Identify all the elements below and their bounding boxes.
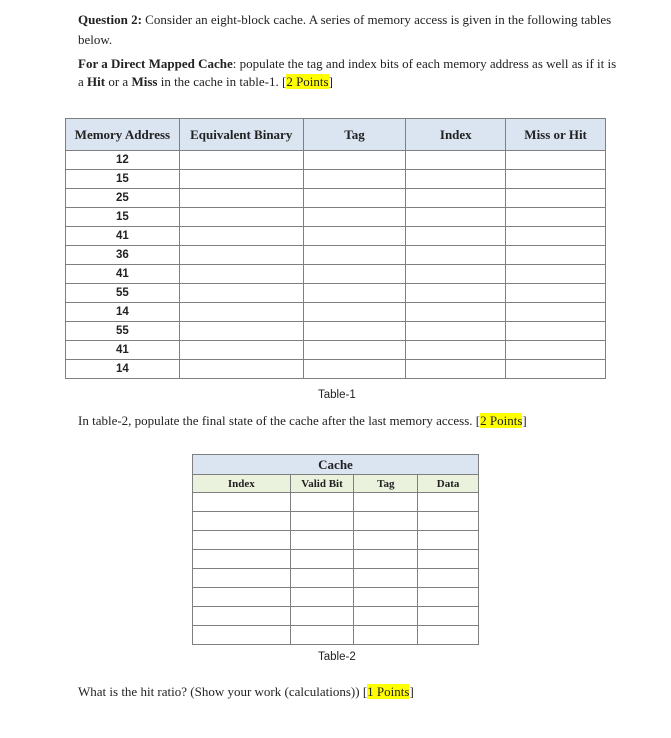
instruction-text: ] (328, 74, 333, 89)
index-cell[interactable] (406, 208, 506, 227)
direct-mapped-instructions (78, 55, 618, 91)
data-cell[interactable] (418, 588, 479, 607)
table-row (66, 341, 606, 360)
memory-address-cell: 55 (66, 322, 180, 341)
table-row (193, 569, 479, 588)
table-row (66, 246, 606, 265)
index-cell[interactable] (193, 569, 291, 588)
valid-bit-cell[interactable] (290, 607, 354, 626)
column-header-tag: Tag (303, 119, 406, 151)
column-header-miss-or-hit: Miss or Hit (506, 119, 606, 151)
miss-or-hit-cell[interactable] (506, 189, 606, 208)
instruction-text: What is the hit ratio? (Show your work (calculations)) [ (78, 684, 368, 699)
tag-cell[interactable] (303, 265, 406, 284)
miss-word: Miss (131, 74, 158, 89)
index-cell[interactable] (406, 341, 506, 360)
tag-cell[interactable] (354, 569, 418, 588)
column-header-memory-address: Memory Address (66, 119, 180, 151)
data-cell[interactable] (418, 550, 479, 569)
question-label: Question 2: (78, 12, 142, 27)
binary-cell[interactable] (179, 227, 303, 246)
tag-cell[interactable] (303, 246, 406, 265)
table-row (193, 607, 479, 626)
points-badge: 2 Points (286, 74, 329, 89)
tag-cell[interactable] (303, 189, 406, 208)
miss-or-hit-cell[interactable] (506, 151, 606, 170)
miss-or-hit-cell[interactable] (506, 360, 606, 379)
binary-cell[interactable] (179, 322, 303, 341)
table-row (66, 227, 606, 246)
table-1-header-row (66, 119, 606, 151)
table-2-caption: Table-2 (318, 651, 356, 663)
table-row (66, 265, 606, 284)
index-cell[interactable] (406, 265, 506, 284)
memory-address-cell: 15 (66, 170, 180, 189)
miss-or-hit-cell[interactable] (506, 284, 606, 303)
binary-cell[interactable] (179, 189, 303, 208)
tag-cell[interactable] (303, 322, 406, 341)
binary-cell[interactable] (179, 303, 303, 322)
miss-or-hit-cell[interactable] (506, 170, 606, 189)
column-header-valid-bit: Valid Bit (290, 475, 354, 493)
column-header-tag: Tag (354, 475, 418, 493)
memory-address-cell: 15 (66, 208, 180, 227)
tag-cell[interactable] (303, 341, 406, 360)
miss-or-hit-cell[interactable] (506, 341, 606, 360)
tag-cell[interactable] (354, 626, 418, 645)
valid-bit-cell[interactable] (290, 569, 354, 588)
column-header-data: Data (418, 475, 479, 493)
instruction-text: or a (105, 74, 132, 89)
index-cell[interactable] (406, 170, 506, 189)
index-cell[interactable] (406, 151, 506, 170)
index-cell[interactable] (193, 626, 291, 645)
valid-bit-cell[interactable] (290, 550, 354, 569)
tag-cell[interactable] (354, 493, 418, 512)
binary-cell[interactable] (179, 341, 303, 360)
table-2-header-row (193, 475, 479, 493)
instruction-text: ] (409, 684, 414, 699)
tag-cell[interactable] (354, 588, 418, 607)
index-cell[interactable] (193, 493, 291, 512)
valid-bit-cell[interactable] (290, 493, 354, 512)
memory-address-cell: 36 (66, 246, 180, 265)
miss-or-hit-cell[interactable] (506, 227, 606, 246)
table-row (66, 208, 606, 227)
memory-address-cell: 14 (66, 360, 180, 379)
index-cell[interactable] (406, 189, 506, 208)
column-header-index: Index (193, 475, 291, 493)
instruction-text: In table-2, populate the final state of the cache after the last memory access. [ (78, 413, 481, 428)
cache-title: Cache (193, 455, 479, 475)
column-header-index: Index (406, 119, 506, 151)
tag-cell[interactable] (354, 531, 418, 550)
memory-address-cell: 41 (66, 341, 180, 360)
tag-cell[interactable] (303, 360, 406, 379)
points-badge: 1 Points (367, 684, 410, 699)
table-row (66, 189, 606, 208)
memory-address-cell: 41 (66, 265, 180, 284)
data-cell[interactable] (418, 607, 479, 626)
valid-bit-cell[interactable] (290, 531, 354, 550)
table-row (193, 626, 479, 645)
table-row (66, 170, 606, 189)
table-row (66, 360, 606, 379)
hit-word: Hit (87, 74, 106, 89)
index-cell[interactable] (193, 531, 291, 550)
column-header-equivalent-binary: Equivalent Binary (179, 119, 303, 151)
tag-cell[interactable] (303, 284, 406, 303)
table-1 (65, 118, 606, 379)
direct-mapped-label: For a Direct Mapped Cache (78, 56, 233, 71)
table-row (193, 512, 479, 531)
valid-bit-cell[interactable] (290, 588, 354, 607)
index-cell[interactable] (193, 512, 291, 531)
binary-cell[interactable] (179, 208, 303, 227)
table-1-caption: Table-1 (318, 389, 356, 401)
instruction-text: in the cache in table-1. [ (157, 74, 287, 89)
tag-cell[interactable] (354, 512, 418, 531)
valid-bit-cell[interactable] (290, 626, 354, 645)
table-row (66, 303, 606, 322)
index-cell[interactable] (406, 303, 506, 322)
memory-address-cell: 12 (66, 151, 180, 170)
data-cell[interactable] (418, 512, 479, 531)
index-cell[interactable] (406, 322, 506, 341)
tag-cell[interactable] (354, 550, 418, 569)
data-cell[interactable] (418, 626, 479, 645)
binary-cell[interactable] (179, 265, 303, 284)
miss-or-hit-cell[interactable] (506, 265, 606, 284)
question-intro (78, 10, 618, 50)
index-cell[interactable] (406, 284, 506, 303)
miss-or-hit-cell[interactable] (506, 303, 606, 322)
tag-cell[interactable] (303, 227, 406, 246)
table-row (66, 151, 606, 170)
table-2 (192, 454, 479, 645)
tag-cell[interactable] (303, 170, 406, 189)
hit-ratio-question (78, 683, 414, 701)
table-row (193, 550, 479, 569)
table-2-instructions (78, 412, 527, 430)
binary-cell[interactable] (179, 284, 303, 303)
table-row (193, 531, 479, 550)
table-row (66, 284, 606, 303)
table-row (66, 322, 606, 341)
tag-cell[interactable] (303, 303, 406, 322)
index-cell[interactable] (406, 227, 506, 246)
miss-or-hit-cell[interactable] (506, 322, 606, 341)
miss-or-hit-cell[interactable] (506, 208, 606, 227)
index-cell[interactable] (406, 360, 506, 379)
data-cell[interactable] (418, 531, 479, 550)
tag-cell[interactable] (303, 151, 406, 170)
table-row (193, 588, 479, 607)
index-cell[interactable] (193, 588, 291, 607)
memory-address-cell: 14 (66, 303, 180, 322)
question-text: Consider an eight-block cache. A series of memory access is given in the following tables below. (78, 12, 612, 47)
memory-address-cell: 55 (66, 284, 180, 303)
tag-cell[interactable] (354, 607, 418, 626)
index-cell[interactable] (193, 607, 291, 626)
memory-address-cell: 41 (66, 227, 180, 246)
binary-cell[interactable] (179, 246, 303, 265)
data-cell[interactable] (418, 569, 479, 588)
index-cell[interactable] (406, 246, 506, 265)
data-cell[interactable] (418, 493, 479, 512)
binary-cell[interactable] (179, 170, 303, 189)
tag-cell[interactable] (303, 208, 406, 227)
binary-cell[interactable] (179, 151, 303, 170)
memory-address-cell: 25 (66, 189, 180, 208)
points-badge: 2 Points (480, 413, 523, 428)
index-cell[interactable] (193, 550, 291, 569)
instruction-text: ] (522, 413, 527, 428)
instruction-text: : populate the tag and index bits of each memory address as well as if it is a (78, 56, 617, 89)
miss-or-hit-cell[interactable] (506, 246, 606, 265)
binary-cell[interactable] (179, 360, 303, 379)
valid-bit-cell[interactable] (290, 512, 354, 531)
table-row (193, 493, 479, 512)
